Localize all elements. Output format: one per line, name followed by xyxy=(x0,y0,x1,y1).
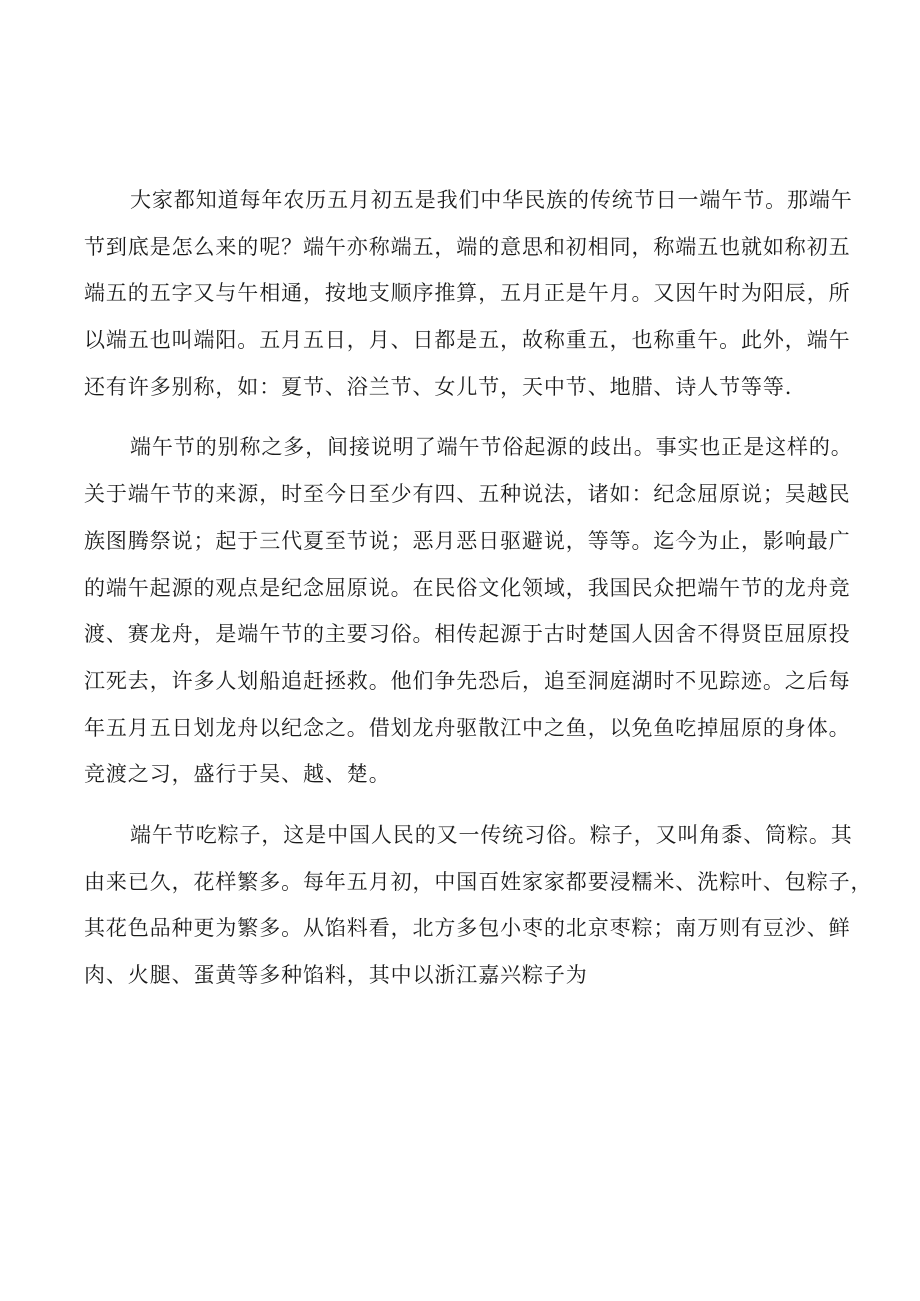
paragraph-3 xyxy=(84,812,873,999)
text-line: 端午节吃粽子，这是中国人民的又一传统习俗。粽子，又叫角黍、筒粽。其 xyxy=(130,822,853,847)
paragraph-spacer xyxy=(84,798,854,812)
text-line: 肉、火腿、蛋黄等多种馅料，其中以浙江嘉兴粽子为 xyxy=(84,963,588,987)
paragraph-1 xyxy=(84,177,854,410)
text-line: 族图腾祭说；起于三代夏至节说；恶月恶日驱避说，等等。迄今为止，影响最广 xyxy=(84,528,851,553)
paragraph-spacer xyxy=(84,410,854,424)
text-line: 的端午起源的观点是纪念屈原说。在民俗文化领域，我国民众把端午节的龙舟竞 xyxy=(84,575,851,600)
text-line: 节到底是怎么来的呢？端午亦称端五，端的意思和初相同，称端五也就如称初五 xyxy=(84,234,851,259)
text-line: 竞渡之习，盛行于吴、越、楚。 xyxy=(84,762,391,787)
text-line: 关于端午节的来源，时至今日至少有四、五种说法，诸如：纪念屈原说；吴越民 xyxy=(84,482,851,507)
text-line: 渡、赛龙舟，是端午节的主要习俗。相传起源于古时楚国人因舍不得贤臣屈原投 xyxy=(84,622,851,647)
text-line: 由来已久，花样繁多。每年五月初，中国百姓家家都要浸糯米、洗粽叶、包粽子， xyxy=(84,869,873,894)
text-line: 江死去，许多人划船追赶拯救。他们争先恐后，追至洞庭湖时不见踪迹。之后每 xyxy=(84,668,851,693)
text-line: 以端五也叫端阳。五月五日，月、日都是五，故称重五，也称重午。此外，端午 xyxy=(84,328,851,353)
paragraph-2 xyxy=(84,424,854,798)
text-line: 端午节的别称之多，间接说明了端午节俗起源的歧出。事实也正是这样的。 xyxy=(130,435,853,460)
text-line: 还有许多别称，如：夏节、浴兰节、女儿节，天中节、地腊、诗人节等等. xyxy=(84,374,793,399)
text-line: 年五月五日划龙舟以纪念之。借划龙舟驱散江中之鱼，以免鱼吃掉屈原的身体。 xyxy=(84,715,851,740)
text-line: 其花色品种更为繁多。从馅料看，北方多包小枣的北京枣粽；南万则有豆沙、鲜 xyxy=(84,916,851,941)
document-body xyxy=(84,177,873,999)
text-line: 大家都知道每年农历五月初五是我们中华民族的传统节日一端午节。那端午 xyxy=(130,188,853,212)
text-line: 端五的五字又与午相通，按地支顺序推算，五月正是午月。又因午时为阳辰，所 xyxy=(84,281,851,306)
